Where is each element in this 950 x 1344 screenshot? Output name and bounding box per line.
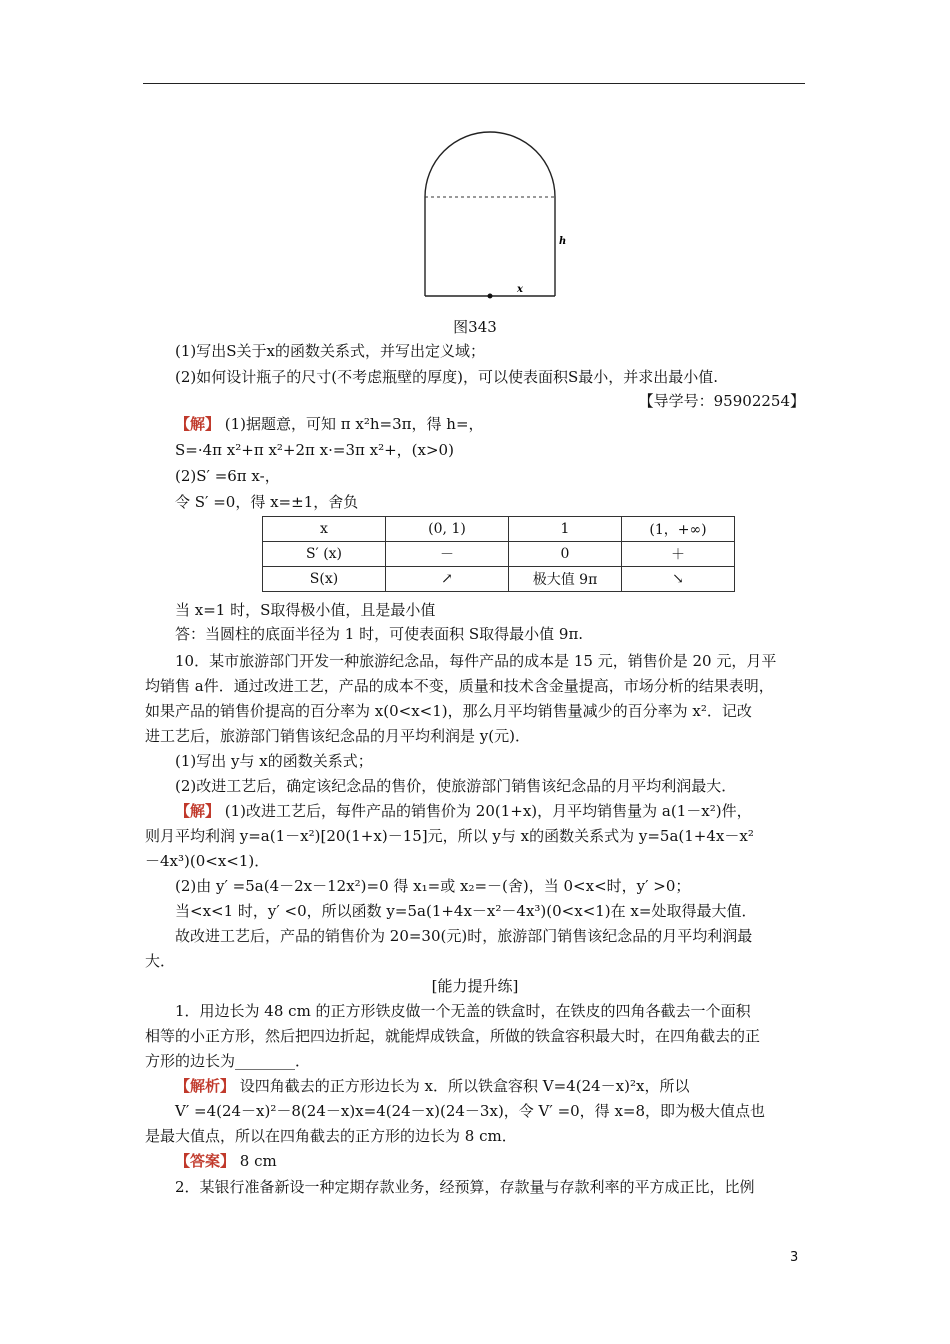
q10-sol-line6: 故改进工艺后，产品的销售价为 20=30(元)时，旅游部门销售该纪念品的月平均利润最 [175, 927, 753, 945]
q10-sol-line3: －4x³)(0<x<1)． [145, 852, 270, 870]
q9-sol-line2: S=·4π x²+π x²+2π x·=3π x²+，(x>0) [175, 441, 454, 459]
q10-line5: (1)写出 y与 x的函数关系式； [175, 752, 373, 770]
table-cell: 0 [509, 542, 622, 567]
q9-sol-line1: (1)据题意，可知 π x²h=3π，得 h=， [220, 415, 484, 433]
table-cell: ＋ [622, 542, 735, 567]
p2-line1: 2．某银行准备新设一种定期存款业务，经预算，存款量与存款利率的平方成正比，比例 [175, 1178, 755, 1196]
sign-table [262, 516, 735, 592]
q9-answer: 答：当圆柱的底面半径为 1 时，可使表面积 S取得最小值 9π. [175, 625, 584, 643]
q10-line3: 如果产品的销售价提高的百分率为 x(0<x<1)，那么月平均销售量减少的百分率为 x²．记改 [145, 702, 752, 720]
p1-line1: 1．用边长为 48 cm 的正方形铁皮做一个无盖的铁盒时，在铁皮的四角各截去一个面积 [175, 1002, 751, 1020]
q10-line1: 10．某市旅游部门开发一种旅游纪念品，每件产品的成本是 15 元，销售价是 20 元，月平 [175, 652, 777, 670]
q10-line4: 进工艺后，旅游部门销售该纪念品的月平均利润是 y(元)． [145, 727, 530, 745]
table-cell: S′ (x) [263, 542, 386, 567]
p1-analysis-line1: 设四角截去的正方形边长为 x．所以铁盒容积 V=4(24－x)²x，所以 [235, 1077, 690, 1095]
q9-part2: (2)如何设计瓶子的尺寸(不考虑瓶壁的厚度)，可以使表面积S最小，并求出最小值. [175, 368, 718, 386]
table-cell: (1，+∞) [622, 517, 735, 542]
q9-sol-line5: 当 x=1 时，S取得极小值，且是最小值 [175, 601, 436, 619]
header-rule [143, 83, 805, 84]
q10-line6: (2)改进工艺后，确定该纪念品的售价，使旅游部门销售该纪念品的月平均利润最大． [175, 777, 737, 795]
table-cell: 极大值 9π [509, 567, 622, 592]
q10-sol-line1: (1)改进工艺后，每件产品的销售价为 20(1+x)，月平均销售量为 a(1－x²)件， [220, 802, 752, 820]
table-cell: 1 [509, 517, 622, 542]
table-cell: x [263, 517, 386, 542]
answer-tag: 【答案】 [175, 1152, 236, 1170]
table-cell: ↗ [386, 567, 509, 592]
table-cell: ↘ [622, 567, 735, 592]
analysis-tag: 【解析】 [175, 1077, 236, 1095]
p1-answer: 8 cm [235, 1152, 277, 1170]
page-number: 3 [790, 1250, 799, 1265]
figure-caption: 图343 [453, 318, 497, 336]
q10-line2: 均销售 a件．通过改进工艺，产品的成本不变，质量和技术含金量提高，市场分析的结果表明， [145, 677, 774, 695]
guide-number: 【导学号：95902254】 [638, 392, 805, 410]
label-h: h [559, 236, 567, 247]
section-heading: [能力提升练] [431, 977, 519, 995]
q9-sol-line4: 令 S′ =0，得 x=±1，舍负 [175, 493, 359, 511]
q9-part1: (1)写出S关于x的函数关系式，并写出定义域； [175, 342, 485, 360]
solution-tag: 【解】 [175, 415, 221, 433]
p1-analysis-line2: V′ =4(24－x)²－8(24－x)x=4(24－x)(24－3x)，令 V′ =0，得 x=8，即为极大值点也 [175, 1102, 766, 1120]
table-cell: － [386, 542, 509, 567]
table-row [263, 542, 735, 567]
table-row [263, 567, 735, 592]
bottle-figure [420, 130, 570, 305]
q10-sol-line7: 大． [145, 952, 176, 970]
p1-line2: 相等的小正方形，然后把四边折起，就能焊成铁盒，所做的铁盒容积最大时，在四角截去的正 [145, 1027, 761, 1045]
q9-sol-line3: (2)S′ =6π x-， [175, 467, 280, 485]
table-cell: (0, 1) [386, 517, 509, 542]
q10-sol-line2: 则月平均利润 y=a(1－x²)[20(1+x)－15]元，所以 y与 x的函数关系式为 y=5a(1+4x－x² [145, 827, 754, 845]
q10-sol-line5: 当<x<1 时，y′ <0，所以函数 y=5a(1+4x－x²－4x³)(0<x<1)在 x=处取得最大值． [175, 902, 757, 920]
p1-line3: 方形的边长为________． [145, 1052, 311, 1070]
solution-tag: 【解】 [175, 802, 221, 820]
table-cell: S(x) [263, 567, 386, 592]
p1-analysis-line3: 是最大值点，所以在四角截去的正方形的边长为 8 cm． [145, 1127, 517, 1145]
q10-sol-line4: (2)由 y′ =5a(4－2x－12x²)=0 得 x₁=或 x₂=－(舍)，当 0<x<时，y′ >0； [175, 877, 691, 895]
label-x: x [517, 284, 523, 295]
table-row [263, 517, 735, 542]
